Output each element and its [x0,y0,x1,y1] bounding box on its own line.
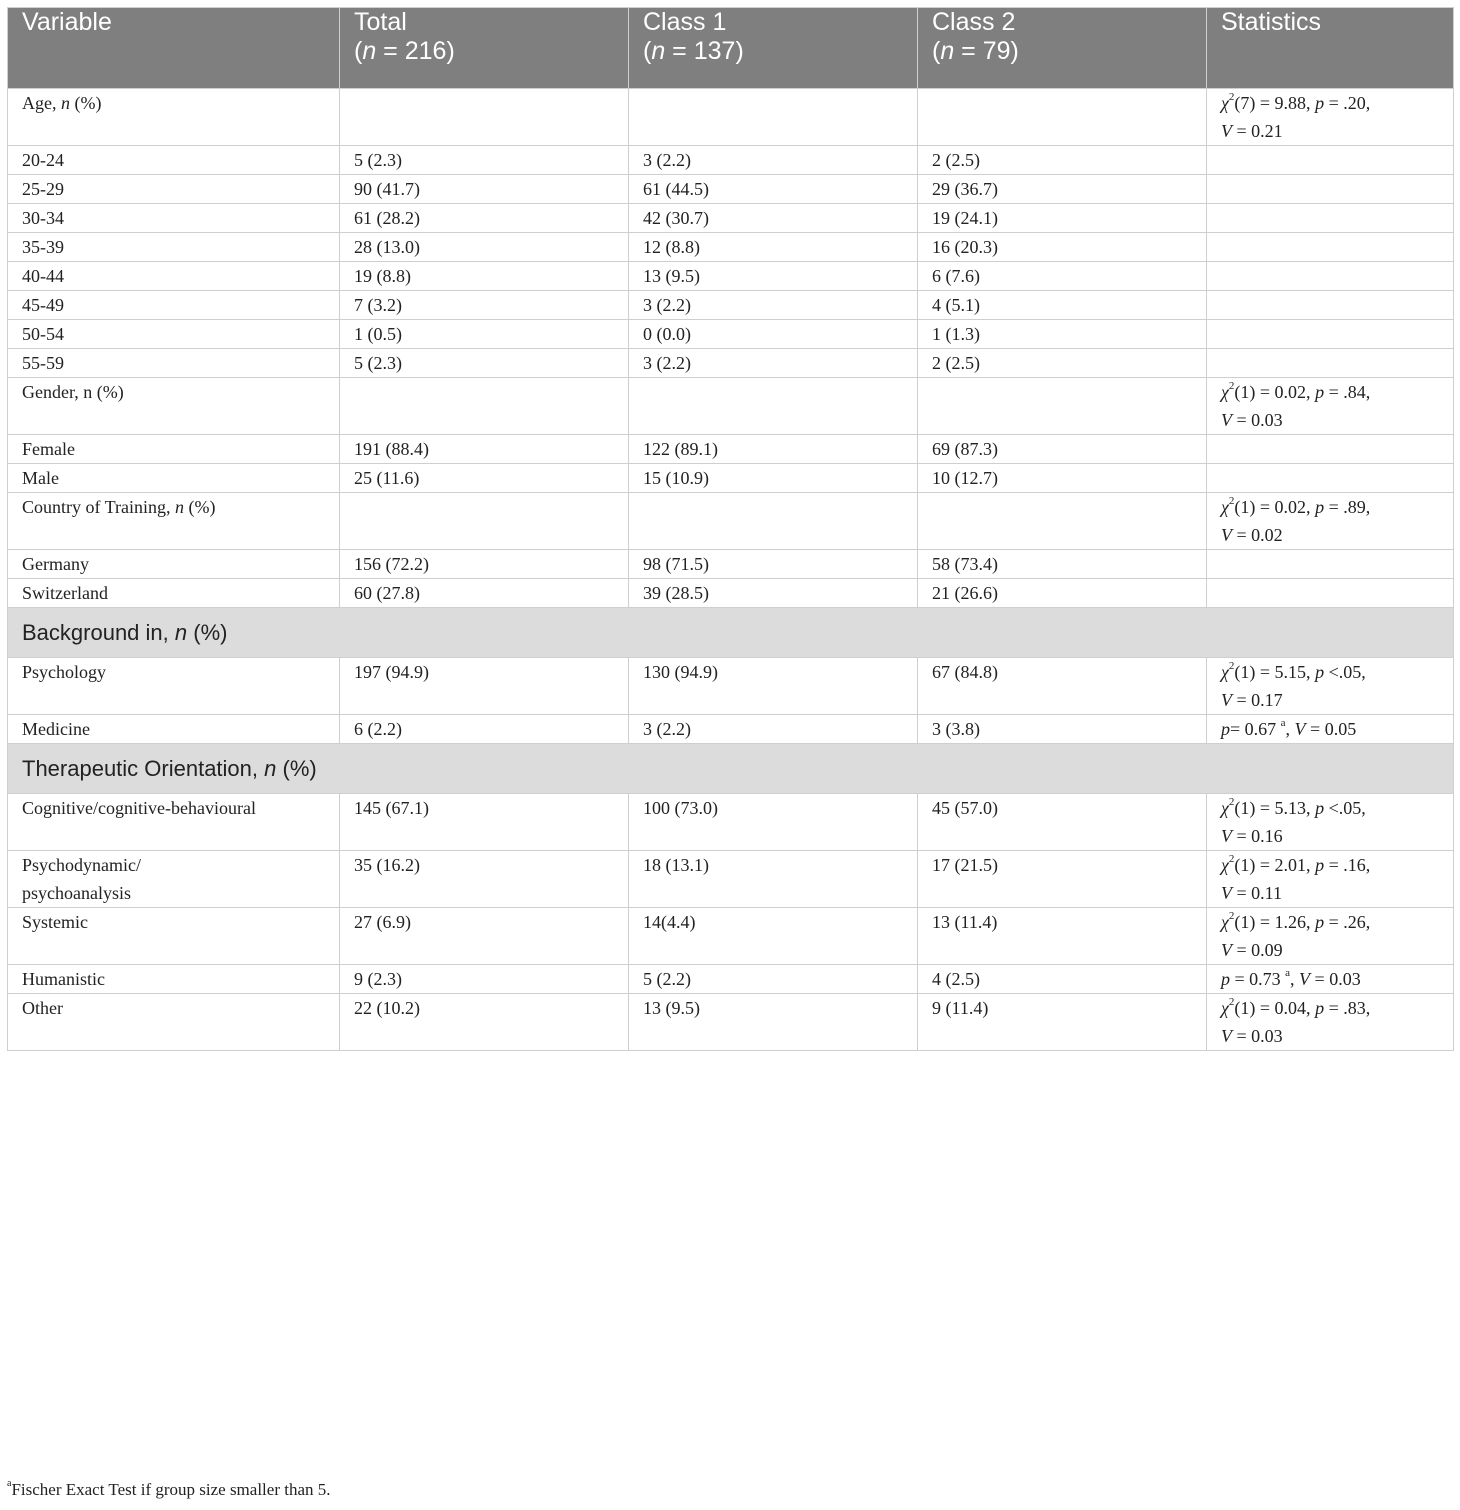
class2-value: 4 (2.5) [918,965,1207,994]
table-row [8,262,1454,291]
row-label: Psychodynamic/ psychoanalysis [8,851,340,908]
header-class1: Class 1 (n = 137) [629,8,918,89]
total-value: 6 (2.2) [340,715,629,744]
class1-value: 3 (2.2) [629,146,918,175]
age-stat: $\chi^2(7) = 9.88$, p = .20, V = 0.21 [1207,89,1454,146]
class2-value: 29 (36.7) [918,175,1207,204]
class2-value: 58 (73.4) [918,550,1207,579]
total-value: 28 (13.0) [340,233,629,262]
table-row [8,175,1454,204]
class1-value: 18 (13.1) [629,851,918,908]
cell [340,89,629,146]
table-row [8,320,1454,349]
table-header [8,8,1454,89]
row-label: Germany [8,550,340,579]
cell [1207,175,1454,204]
total-value: 145 (67.1) [340,794,629,851]
row-label: 40-44 [8,262,340,291]
total-value: 5 (2.3) [340,349,629,378]
class2-value: 2 (2.5) [918,349,1207,378]
header-statistics: Statistics [1207,8,1454,89]
psychology-stat: $\chi^2(1) = 5.15$, p <.05, V = 0.17 [1207,658,1454,715]
total-value: 60 (27.8) [340,579,629,608]
orientation-section-row [8,744,1454,794]
country-label: Country of Training, n (%) [8,493,340,550]
table-row [8,291,1454,320]
cell [340,378,629,435]
row-label: 25-29 [8,175,340,204]
class2-value: 45 (57.0) [918,794,1207,851]
class1-value: 42 (30.7) [629,204,918,233]
class1-value: 3 (2.2) [629,715,918,744]
class1-value: 13 (9.5) [629,262,918,291]
class1-value: 100 (73.0) [629,794,918,851]
row-label: Female [8,435,340,464]
total-value: 27 (6.9) [340,908,629,965]
cell [1207,204,1454,233]
total-value: 35 (16.2) [340,851,629,908]
table-row [8,550,1454,579]
cell [1207,146,1454,175]
row-label: Male [8,464,340,493]
row-label: Humanistic [8,965,340,994]
row-label: 35-39 [8,233,340,262]
country-stat: $\chi^2(1) = 0.02$, p = .89, V = 0.02 [1207,493,1454,550]
header-total: Total (n = 216) [340,8,629,89]
cell [1207,550,1454,579]
total-value: 19 (8.8) [340,262,629,291]
class1-value: 0 (0.0) [629,320,918,349]
other-stat: $\chi^2(1) = 0.04$, p = .83, V = 0.03 [1207,994,1454,1051]
table-row [8,435,1454,464]
row-label: 45-49 [8,291,340,320]
table-body [8,89,1454,1051]
header-variable: Variable [8,8,340,89]
class2-value: 69 (87.3) [918,435,1207,464]
table-row [8,146,1454,175]
table-footnote: $^a$Fischer Exact Test if group size smaller than 5. [7,1478,331,1499]
total-value: 1 (0.5) [340,320,629,349]
class2-value: 21 (26.6) [918,579,1207,608]
cell [340,493,629,550]
class2-value: 4 (5.1) [918,291,1207,320]
row-label: Medicine [8,715,340,744]
class1-value: 3 (2.2) [629,291,918,320]
class1-value: 39 (28.5) [629,579,918,608]
class2-value: 16 (20.3) [918,233,1207,262]
age-label: Age, n (%) [8,89,340,146]
row-label: 30-34 [8,204,340,233]
demographics-table [7,7,1454,1051]
orientation-section-title: Therapeutic Orientation, n (%) [8,744,1454,794]
cell [629,493,918,550]
header-class2: Class 2 (n = 79) [918,8,1207,89]
table-row [8,908,1454,965]
total-value: 25 (11.6) [340,464,629,493]
total-value: 7 (3.2) [340,291,629,320]
cell [918,89,1207,146]
class2-value: 13 (11.4) [918,908,1207,965]
cognitive-stat: $\chi^2(1) = 5.13$, p <.05, V = 0.16 [1207,794,1454,851]
class1-value: 130 (94.9) [629,658,918,715]
total-value: 197 (94.9) [340,658,629,715]
cell [629,378,918,435]
class1-value: 122 (89.1) [629,435,918,464]
class2-value: 3 (3.8) [918,715,1207,744]
class1-value: 3 (2.2) [629,349,918,378]
table-row [8,464,1454,493]
total-value: 22 (10.2) [340,994,629,1051]
cell [1207,233,1454,262]
row-label: 50-54 [8,320,340,349]
class1-value: 61 (44.5) [629,175,918,204]
table-row [8,851,1454,908]
country-header-row [8,493,1454,550]
class2-value: 2 (2.5) [918,146,1207,175]
systemic-stat: $\chi^2(1) = 1.26$, p = .26, V = 0.09 [1207,908,1454,965]
gender-stat: $\chi^2(1) = 0.02$, p = .84, V = 0.03 [1207,378,1454,435]
total-value: 191 (88.4) [340,435,629,464]
psychodynamic-stat: $\chi^2(1) = 2.01$, p = .16, V = 0.11 [1207,851,1454,908]
cell [918,378,1207,435]
background-section-title: Background in, n (%) [8,608,1454,658]
table-row [8,994,1454,1051]
class1-value: 98 (71.5) [629,550,918,579]
gender-header-row [8,378,1454,435]
cell [629,89,918,146]
cell [1207,464,1454,493]
table-row [8,658,1454,715]
class2-value: 1 (1.3) [918,320,1207,349]
table-row [8,794,1454,851]
total-value: 156 (72.2) [340,550,629,579]
class2-value: 9 (11.4) [918,994,1207,1051]
row-label: Systemic [8,908,340,965]
class2-value: 6 (7.6) [918,262,1207,291]
medicine-stat: p= 0.67 $^a$, V = 0.05 [1207,715,1454,744]
row-label: Switzerland [8,579,340,608]
cell [1207,579,1454,608]
row-label: 20-24 [8,146,340,175]
table-row [8,579,1454,608]
table-row [8,965,1454,994]
class2-value: 67 (84.8) [918,658,1207,715]
row-label: Cognitive/cognitive-behavioural [8,794,340,851]
class2-value: 19 (24.1) [918,204,1207,233]
humanistic-stat: p = 0.73 $^a$, V = 0.03 [1207,965,1454,994]
row-label: Psychology [8,658,340,715]
class1-value: 14(4.4) [629,908,918,965]
gender-label: Gender, n (%) [8,378,340,435]
row-label: 55-59 [8,349,340,378]
class1-value: 12 (8.8) [629,233,918,262]
class1-value: 15 (10.9) [629,464,918,493]
cell [1207,349,1454,378]
class2-value: 17 (21.5) [918,851,1207,908]
class1-value: 13 (9.5) [629,994,918,1051]
row-label: Other [8,994,340,1051]
total-value: 5 (2.3) [340,146,629,175]
cell [918,493,1207,550]
table-row [8,204,1454,233]
table-row [8,233,1454,262]
class2-value: 10 (12.7) [918,464,1207,493]
cell [1207,291,1454,320]
cell [1207,435,1454,464]
total-value: 9 (2.3) [340,965,629,994]
background-section-row [8,608,1454,658]
table-row [8,349,1454,378]
header-row [8,8,1454,89]
table-row [8,715,1454,744]
age-header-row [8,89,1454,146]
class1-value: 5 (2.2) [629,965,918,994]
total-value: 90 (41.7) [340,175,629,204]
total-value: 61 (28.2) [340,204,629,233]
cell [1207,262,1454,291]
cell [1207,320,1454,349]
